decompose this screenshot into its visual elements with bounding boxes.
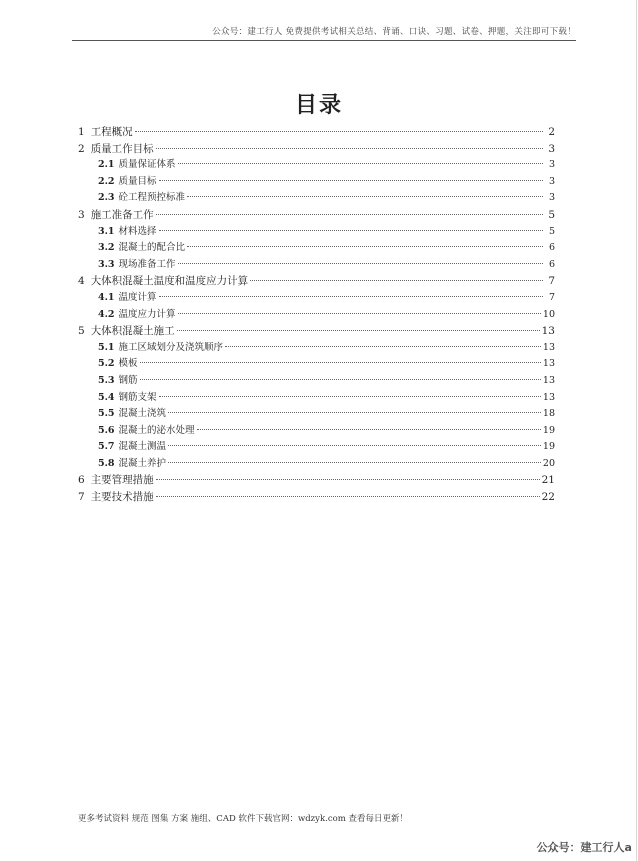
toc-entry-title: 钢筋 [118, 374, 138, 386]
toc-dot-leader [178, 263, 543, 264]
toc-entry-title: 混凝土养护 [118, 457, 167, 469]
toc-entry-title: 模板 [118, 358, 138, 370]
toc-dot-leader [156, 479, 540, 480]
toc-dot-leader [225, 346, 541, 347]
toc-entry-page: 3 [548, 192, 555, 204]
toc-dot-leader [159, 180, 543, 181]
header-rule [72, 40, 576, 41]
toc-entry-title: 混凝土浇筑 [118, 408, 167, 420]
toc-entry-number: 5 [78, 325, 85, 338]
toc-entry-number: 3.3 [98, 258, 115, 270]
toc-dot-leader [250, 280, 543, 281]
toc-entry[interactable] [78, 224, 555, 241]
toc-entry-number: 2.1 [98, 159, 115, 171]
toc-dot-leader [156, 148, 543, 149]
toc-entry-title: 现场准备工作 [118, 258, 176, 270]
toc-entry-title: 主要技术措施 [90, 491, 154, 504]
toc-entry-number: 5.6 [98, 424, 115, 436]
toc-entry-title: 质量工作目标 [90, 142, 154, 155]
toc-entry-number: 5.4 [98, 391, 115, 403]
toc-entry[interactable] [78, 290, 555, 307]
toc-entry-page: 7 [548, 291, 555, 303]
toc-entry[interactable] [78, 489, 555, 506]
toc-entry[interactable] [78, 390, 555, 407]
toc-dot-leader [177, 330, 540, 331]
toc-entry-page: 18 [542, 408, 555, 420]
toc-entry-number: 3.1 [98, 225, 115, 237]
toc-entry-title: 温度计算 [118, 291, 157, 303]
toc-entry-number: 2 [78, 142, 85, 155]
toc-entry[interactable] [78, 307, 555, 324]
toc-dot-leader [159, 296, 543, 297]
toc-entry-title: 钢筋支架 [118, 391, 157, 403]
toc-dot-leader [187, 196, 543, 197]
toc-entry-number: 5.1 [98, 341, 115, 353]
toc-dot-leader [168, 445, 541, 446]
toc-title: 目录 [294, 93, 343, 118]
toc-entry-number: 3 [78, 208, 85, 221]
toc-entry[interactable] [78, 406, 555, 423]
toc-entry[interactable] [78, 456, 555, 473]
footer-note: 更多考试资料 规范 图集 方案 施组、CAD 软件下载官网：wdzyk.com 查看每日更新！ [78, 814, 408, 824]
toc-dot-leader [156, 214, 543, 215]
toc-dot-leader [135, 131, 543, 132]
toc-entry-page: 13 [542, 374, 555, 386]
toc-entry[interactable] [78, 157, 555, 174]
toc-entry[interactable] [78, 240, 555, 257]
toc-entry-page: 13 [541, 325, 555, 338]
toc-entry-number: 4.2 [98, 308, 115, 320]
toc-entry-title: 施工区域划分及浇筑顺序 [118, 341, 224, 353]
toc-entry[interactable] [78, 340, 555, 357]
toc-entry-page: 3 [548, 159, 555, 171]
toc-entry-title: 质量保证体系 [118, 159, 176, 171]
toc-entry-page: 7 [548, 275, 555, 288]
toc-dot-leader [168, 412, 541, 413]
toc-entry-title: 材料选择 [118, 225, 157, 237]
toc-entry-number: 7 [78, 491, 85, 504]
toc-entry-page: 20 [542, 457, 555, 469]
corner-watermark: 公众号：建工行人a [536, 841, 632, 854]
toc-dot-leader [159, 396, 541, 397]
toc-entry-page: 5 [548, 208, 555, 221]
toc-entry-title: 大体积混凝土温度和温度应力计算 [90, 275, 249, 288]
toc-entry-number: 5.5 [98, 408, 115, 420]
toc-entry-page: 13 [542, 391, 555, 403]
toc-entry-page: 5 [548, 225, 555, 237]
toc-entry-page: 22 [541, 491, 555, 504]
toc-entry[interactable] [78, 124, 555, 141]
toc-entry-title: 施工准备工作 [90, 208, 154, 221]
toc-dot-leader [168, 462, 541, 463]
toc-entry-number: 1 [78, 126, 85, 138]
toc-entry-title: 温度应力计算 [118, 308, 176, 320]
toc-entry-page: 19 [542, 441, 555, 453]
toc-entry-number: 5.7 [98, 441, 115, 453]
toc-entry-number: 4 [78, 275, 85, 288]
toc-entry[interactable] [78, 423, 555, 440]
toc-dot-leader [178, 163, 543, 164]
toc-entry-page: 13 [542, 358, 555, 370]
toc-entry[interactable] [78, 323, 555, 340]
table-of-contents [78, 124, 555, 506]
toc-entry-number: 3.2 [98, 242, 115, 254]
toc-entry[interactable] [78, 356, 555, 373]
toc-entry-page: 3 [548, 142, 555, 155]
toc-entry[interactable] [78, 439, 555, 456]
toc-entry-number: 6 [78, 474, 85, 487]
toc-dot-leader [197, 429, 541, 430]
toc-dot-leader [140, 379, 541, 380]
toc-entry-page: 21 [541, 474, 555, 487]
toc-entry-number: 2.2 [98, 175, 115, 187]
toc-entry-page: 6 [548, 258, 555, 270]
toc-entry-page: 19 [542, 424, 555, 436]
toc-entry[interactable] [78, 472, 555, 489]
toc-entry-number: 5.3 [98, 374, 115, 386]
toc-entry[interactable] [78, 273, 555, 290]
toc-entry[interactable] [78, 141, 555, 158]
toc-entry-number: 4.1 [98, 291, 115, 303]
toc-entry-number: 2.3 [98, 192, 115, 204]
toc-entry-title: 混凝土测温 [118, 441, 167, 453]
toc-dot-leader [178, 313, 541, 314]
toc-dot-leader [140, 362, 541, 363]
toc-entry-page: 6 [548, 242, 555, 254]
toc-entry-number: 5.8 [98, 457, 115, 469]
toc-entry-title: 质量目标 [118, 175, 157, 187]
toc-entry-title: 主要管理措施 [90, 474, 154, 487]
toc-entry-page: 3 [548, 175, 555, 187]
toc-entry-page: 13 [542, 341, 555, 353]
toc-entry-page: 2 [548, 126, 555, 138]
toc-dot-leader [159, 230, 543, 231]
toc-entry-title: 大体积混凝土施工 [90, 325, 175, 338]
header-note: 公众号：建工行人 免费提供考试相关总结、背诵、口诀、习题、试卷、押题，关注即可下载！ [212, 27, 576, 37]
toc-entry[interactable] [78, 257, 555, 274]
toc-entry-title: 工程概况 [90, 126, 133, 138]
toc-entry-title: 砼工程预控标准 [118, 192, 186, 204]
toc-dot-leader [156, 496, 540, 497]
toc-entry-number: 5.2 [98, 358, 115, 370]
toc-entry[interactable] [78, 190, 555, 207]
toc-entry[interactable] [78, 373, 555, 390]
toc-entry-page: 10 [542, 308, 555, 320]
toc-entry-title: 混凝土的配合比 [118, 242, 186, 254]
toc-dot-leader [187, 246, 543, 247]
toc-entry-title: 混凝土的泌水处理 [118, 424, 195, 436]
toc-entry[interactable] [78, 207, 555, 224]
toc-entry[interactable] [78, 174, 555, 191]
